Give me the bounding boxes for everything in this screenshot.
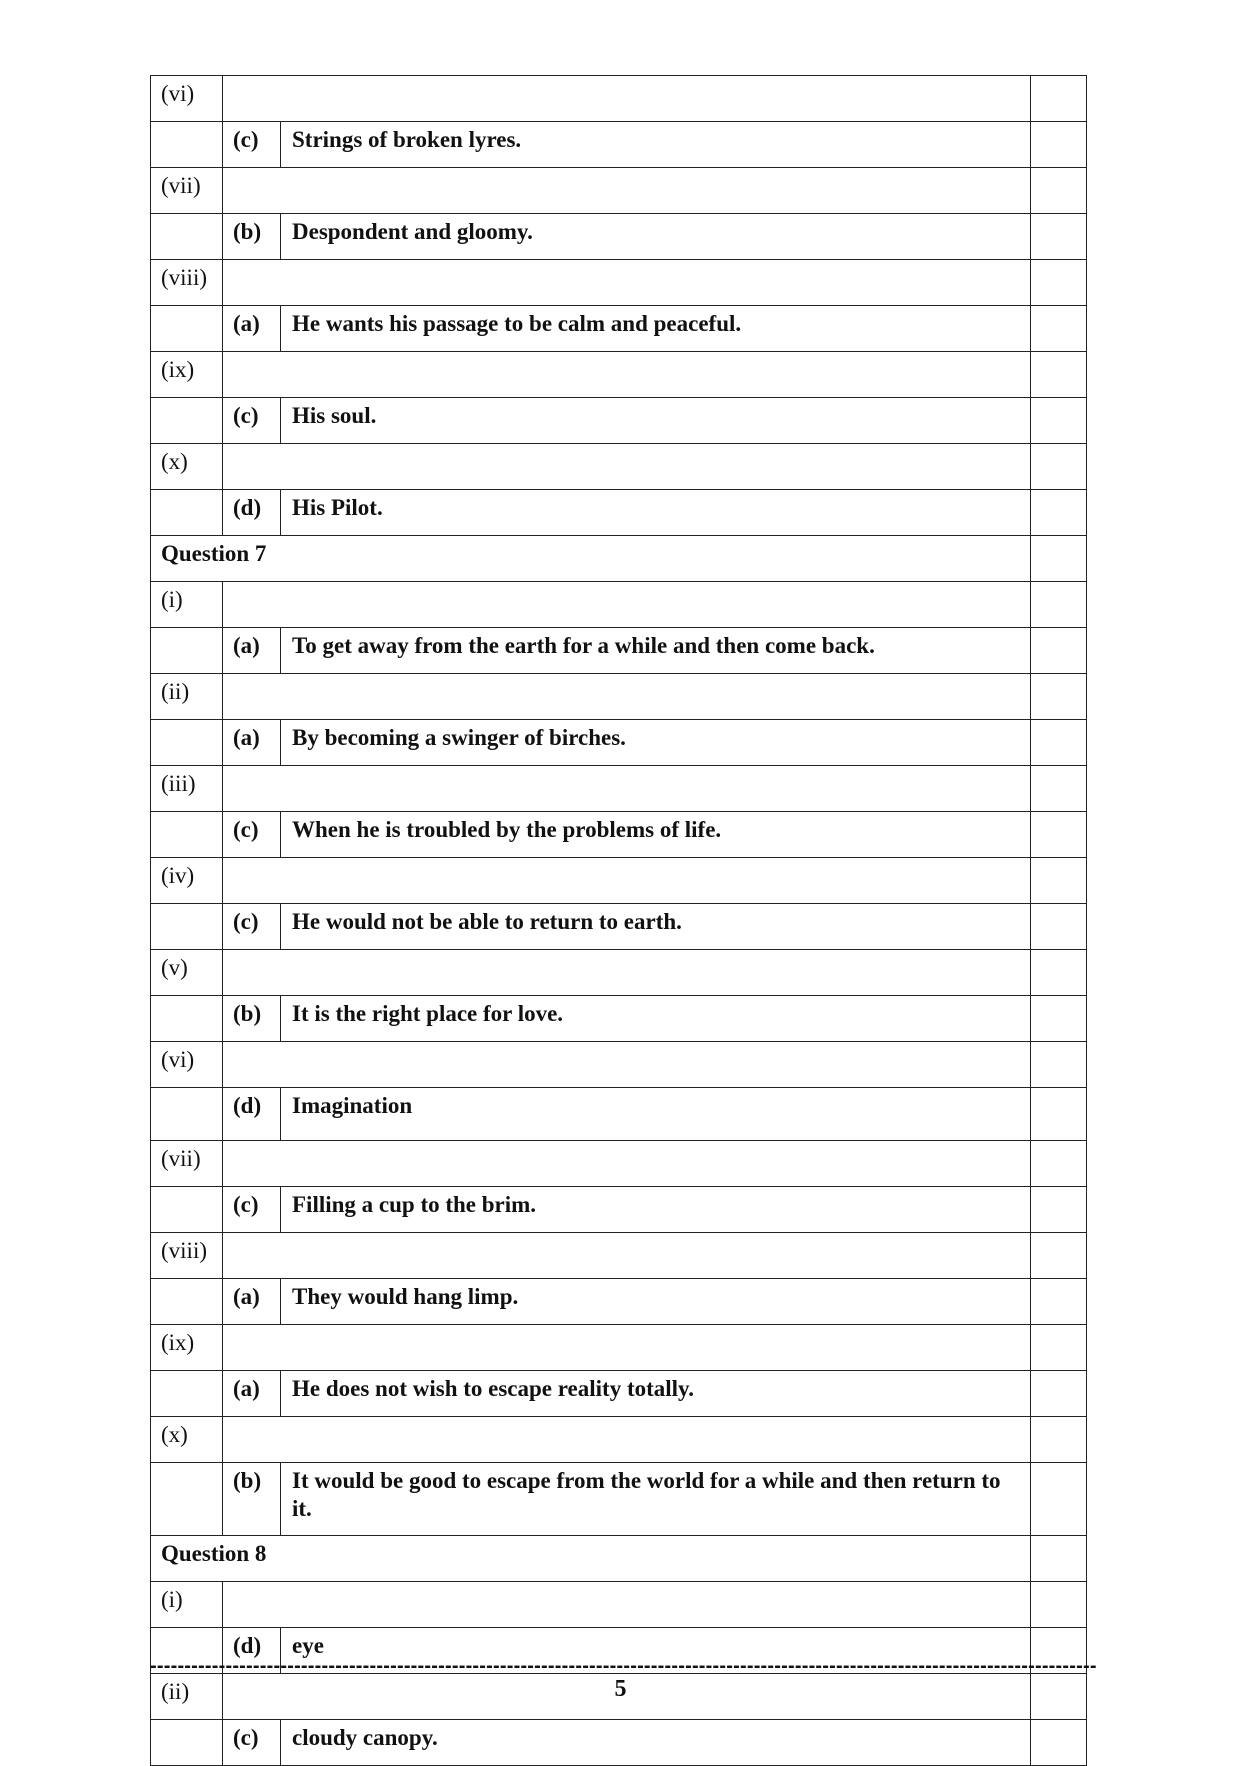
answer-text: Imagination: [281, 1088, 1031, 1141]
marks-cell: [1031, 1042, 1087, 1088]
blank-cell: [151, 720, 223, 766]
marks-cell: [1031, 490, 1087, 536]
answer-text: He does not wish to escape reality totally.: [281, 1371, 1031, 1417]
question-number: (vi): [151, 1042, 223, 1088]
answer-text: His soul.: [281, 398, 1031, 444]
question-number: (vii): [151, 168, 223, 214]
marks-cell: [1031, 950, 1087, 996]
marks-cell: [1031, 1233, 1087, 1279]
question-number-row: [151, 582, 1087, 628]
blank-cell: [223, 1141, 1031, 1187]
marks-cell: [1031, 214, 1087, 260]
marks-cell: [1031, 122, 1087, 168]
question-number: (x): [151, 1417, 223, 1463]
blank-cell: [223, 858, 1031, 904]
question-number: (ii): [151, 674, 223, 720]
question-number: (i): [151, 582, 223, 628]
blank-cell: [151, 996, 223, 1042]
answer-row: [151, 306, 1087, 352]
blank-cell: [223, 444, 1031, 490]
answer-row: [151, 122, 1087, 168]
answer-row: [151, 996, 1087, 1042]
blank-cell: [151, 122, 223, 168]
blank-cell: [151, 1371, 223, 1417]
option-letter: (c): [223, 122, 281, 168]
question-number-row: [151, 76, 1087, 122]
question-number-row: [151, 1582, 1087, 1628]
answer-table-body: [151, 76, 1087, 1766]
blank-cell: [223, 76, 1031, 122]
answer-row: [151, 490, 1087, 536]
question-number-row: [151, 1233, 1087, 1279]
option-letter: (c): [223, 398, 281, 444]
marks-cell: [1031, 858, 1087, 904]
question-heading-row: [151, 536, 1087, 582]
answer-text: It would be good to escape from the world for a while and then return to it.: [281, 1463, 1031, 1536]
question-number-row: [151, 444, 1087, 490]
question-number: (ix): [151, 352, 223, 398]
marks-cell: [1031, 398, 1087, 444]
blank-cell: [223, 352, 1031, 398]
question-number-row: [151, 1042, 1087, 1088]
answer-row: [151, 398, 1087, 444]
marks-cell: [1031, 1463, 1087, 1536]
question-number-row: [151, 950, 1087, 996]
blank-cell: [151, 1720, 223, 1766]
answer-row: [151, 720, 1087, 766]
answer-key-sheet: [150, 75, 1086, 1766]
answer-text: By becoming a swinger of birches.: [281, 720, 1031, 766]
marks-cell: [1031, 628, 1087, 674]
answer-text: He would not be able to return to earth.: [281, 904, 1031, 950]
blank-cell: [223, 168, 1031, 214]
marks-cell: [1031, 674, 1087, 720]
question-heading-row: [151, 1536, 1087, 1582]
answer-table: [150, 75, 1087, 1766]
answer-row: [151, 1279, 1087, 1325]
option-letter: (d): [223, 490, 281, 536]
marks-cell: [1031, 306, 1087, 352]
answer-text: It is the right place for love.: [281, 996, 1031, 1042]
marks-cell: [1031, 352, 1087, 398]
marks-cell: [1031, 1141, 1087, 1187]
marks-cell: [1031, 766, 1087, 812]
option-letter: (b): [223, 1463, 281, 1536]
answer-row: [151, 812, 1087, 858]
marks-cell: [1031, 996, 1087, 1042]
marks-cell: [1031, 812, 1087, 858]
option-letter: (c): [223, 1187, 281, 1233]
answer-text: His Pilot.: [281, 490, 1031, 536]
question-number: (iii): [151, 766, 223, 812]
question-number: (iv): [151, 858, 223, 904]
question-number-row: [151, 858, 1087, 904]
marks-cell: [1031, 536, 1087, 582]
blank-cell: [223, 1582, 1031, 1628]
marks-cell: [1031, 168, 1087, 214]
answer-row: [151, 214, 1087, 260]
option-letter: (c): [223, 904, 281, 950]
question-number-row: [151, 1417, 1087, 1463]
answer-text: To get away from the earth for a while and then come back.: [281, 628, 1031, 674]
answer-text: cloudy canopy.: [281, 1720, 1031, 1766]
marks-cell: [1031, 1417, 1087, 1463]
marks-cell: [1031, 444, 1087, 490]
marks-cell: [1031, 582, 1087, 628]
blank-cell: [223, 260, 1031, 306]
answer-row: [151, 1088, 1087, 1141]
blank-cell: [223, 1417, 1031, 1463]
question-number: (vii): [151, 1141, 223, 1187]
blank-cell: [151, 306, 223, 352]
marks-cell: [1031, 76, 1087, 122]
answer-text: They would hang limp.: [281, 1279, 1031, 1325]
question-number: (ii): [151, 1674, 223, 1720]
blank-cell: [151, 904, 223, 950]
answer-text: Despondent and gloomy.: [281, 214, 1031, 260]
question-number-row: [151, 1141, 1087, 1187]
blank-cell: [151, 490, 223, 536]
blank-cell: [151, 628, 223, 674]
answer-row: [151, 1463, 1087, 1536]
marks-cell: [1031, 1582, 1087, 1628]
option-letter: (b): [223, 214, 281, 260]
option-letter: (b): [223, 996, 281, 1042]
blank-cell: [223, 582, 1031, 628]
question-number-row: [151, 260, 1087, 306]
question-number: (i): [151, 1582, 223, 1628]
question-number: (v): [151, 950, 223, 996]
blank-cell: [151, 812, 223, 858]
answer-text: When he is troubled by the problems of life.: [281, 812, 1031, 858]
question-number: (viii): [151, 1233, 223, 1279]
marks-cell: [1031, 1325, 1087, 1371]
question-number-row: [151, 1325, 1087, 1371]
question-number-row: [151, 352, 1087, 398]
blank-cell: [151, 1088, 223, 1141]
blank-cell: [151, 1187, 223, 1233]
blank-cell: [223, 950, 1031, 996]
answer-row: [151, 1187, 1087, 1233]
page-number: 5: [614, 1676, 627, 1702]
blank-cell: [223, 1325, 1031, 1371]
marks-cell: [1031, 904, 1087, 950]
option-letter: (a): [223, 1371, 281, 1417]
footer-separator: ------------------------------------------------------------------------------------------------------------------------------------------: [150, 1655, 1097, 1677]
answer-text: eye: [281, 1628, 1031, 1674]
blank-cell: [223, 1042, 1031, 1088]
blank-cell: [151, 214, 223, 260]
marks-cell: [1031, 1279, 1087, 1325]
blank-cell: [151, 1463, 223, 1536]
option-letter: (c): [223, 812, 281, 858]
marks-cell: [1031, 1371, 1087, 1417]
answer-row: [151, 1720, 1087, 1766]
answer-text: Filling a cup to the brim.: [281, 1187, 1031, 1233]
marks-cell: [1031, 1720, 1087, 1766]
question-heading: Question 8: [151, 1536, 1031, 1582]
question-number: (ix): [151, 1325, 223, 1371]
answer-row: [151, 628, 1087, 674]
option-letter: (c): [223, 1720, 281, 1766]
marks-cell: [1031, 720, 1087, 766]
blank-cell: [223, 674, 1031, 720]
option-letter: (a): [223, 1279, 281, 1325]
option-letter: (d): [223, 1088, 281, 1141]
option-letter: (d): [223, 1628, 281, 1674]
option-letter: (a): [223, 628, 281, 674]
answer-row: [151, 1371, 1087, 1417]
blank-cell: [151, 398, 223, 444]
question-number-row: [151, 168, 1087, 214]
option-letter: (a): [223, 306, 281, 352]
option-letter: (a): [223, 720, 281, 766]
marks-cell: [1031, 1187, 1087, 1233]
answer-text: Strings of broken lyres.: [281, 122, 1031, 168]
marks-cell: [1031, 1536, 1087, 1582]
question-heading: Question 7: [151, 536, 1031, 582]
blank-cell: [223, 766, 1031, 812]
blank-cell: [151, 1279, 223, 1325]
question-number: (vi): [151, 76, 223, 122]
blank-cell: [223, 1233, 1031, 1279]
question-number: (x): [151, 444, 223, 490]
marks-cell: [1031, 1088, 1087, 1141]
question-number-row: [151, 766, 1087, 812]
question-number: (viii): [151, 260, 223, 306]
answer-text: He wants his passage to be calm and peaceful.: [281, 306, 1031, 352]
marks-cell: [1031, 260, 1087, 306]
question-number-row: [151, 674, 1087, 720]
answer-row: [151, 904, 1087, 950]
